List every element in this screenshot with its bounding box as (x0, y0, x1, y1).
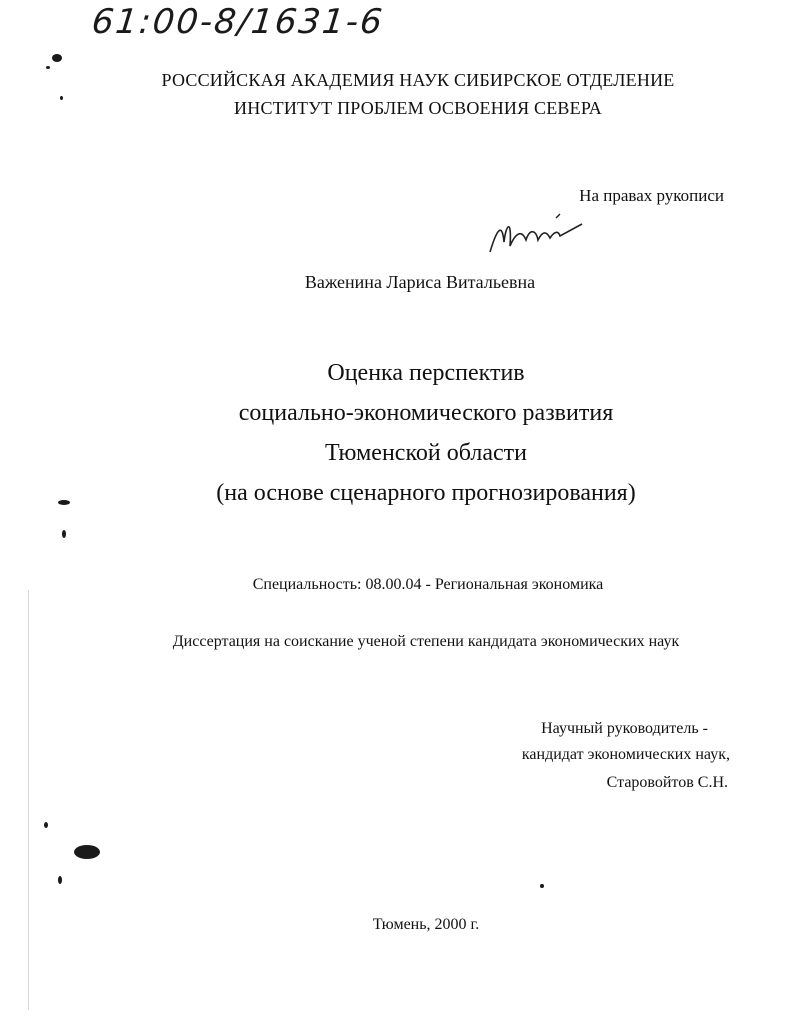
title-line-4: (на основе сценарного прогнозирования) (216, 480, 636, 506)
author-signature (486, 212, 596, 260)
advisor-role: Научный руководитель - (541, 720, 708, 737)
author-name: Важенина Лариса Витальевна (304, 272, 536, 292)
organization-line-1: РОССИЙСКАЯ АКАДЕМИЯ НАУК СИБИРСКОЕ ОТДЕЛЕНИЕ (161, 70, 675, 90)
title-line-1: Оценка перспектив (327, 360, 525, 386)
archive-code-handwritten: 61:00-8/1631-6 (89, 2, 386, 42)
organization-line-2: ИНСТИТУТ ПРОБЛЕМ ОСВОЕНИЯ СЕВЕРА (234, 98, 602, 118)
scan-speck (46, 66, 50, 69)
advisor-degree: кандидат экономических наук, (521, 746, 730, 763)
title-line-3: Тюменской области (325, 440, 527, 466)
specialty-line: Специальность: 08.00.04 - Региональная экономика (252, 576, 604, 593)
scan-margin-line (28, 590, 29, 1010)
manuscript-rights-note: На правах рукописи (579, 186, 724, 205)
scan-speck (44, 822, 48, 828)
scan-speck (74, 845, 100, 859)
scan-speck (52, 54, 62, 62)
scan-speck (540, 884, 544, 888)
city-year: Тюмень, 2000 г. (372, 916, 480, 933)
dissertation-line: Диссертация на соискание ученой степени кандидата экономических наук (172, 633, 680, 650)
advisor-name: Старовойтов С.Н. (606, 774, 728, 791)
title-line-2: социально-экономического развития (238, 400, 614, 426)
scan-speck (58, 876, 62, 884)
scan-speck (62, 530, 66, 538)
